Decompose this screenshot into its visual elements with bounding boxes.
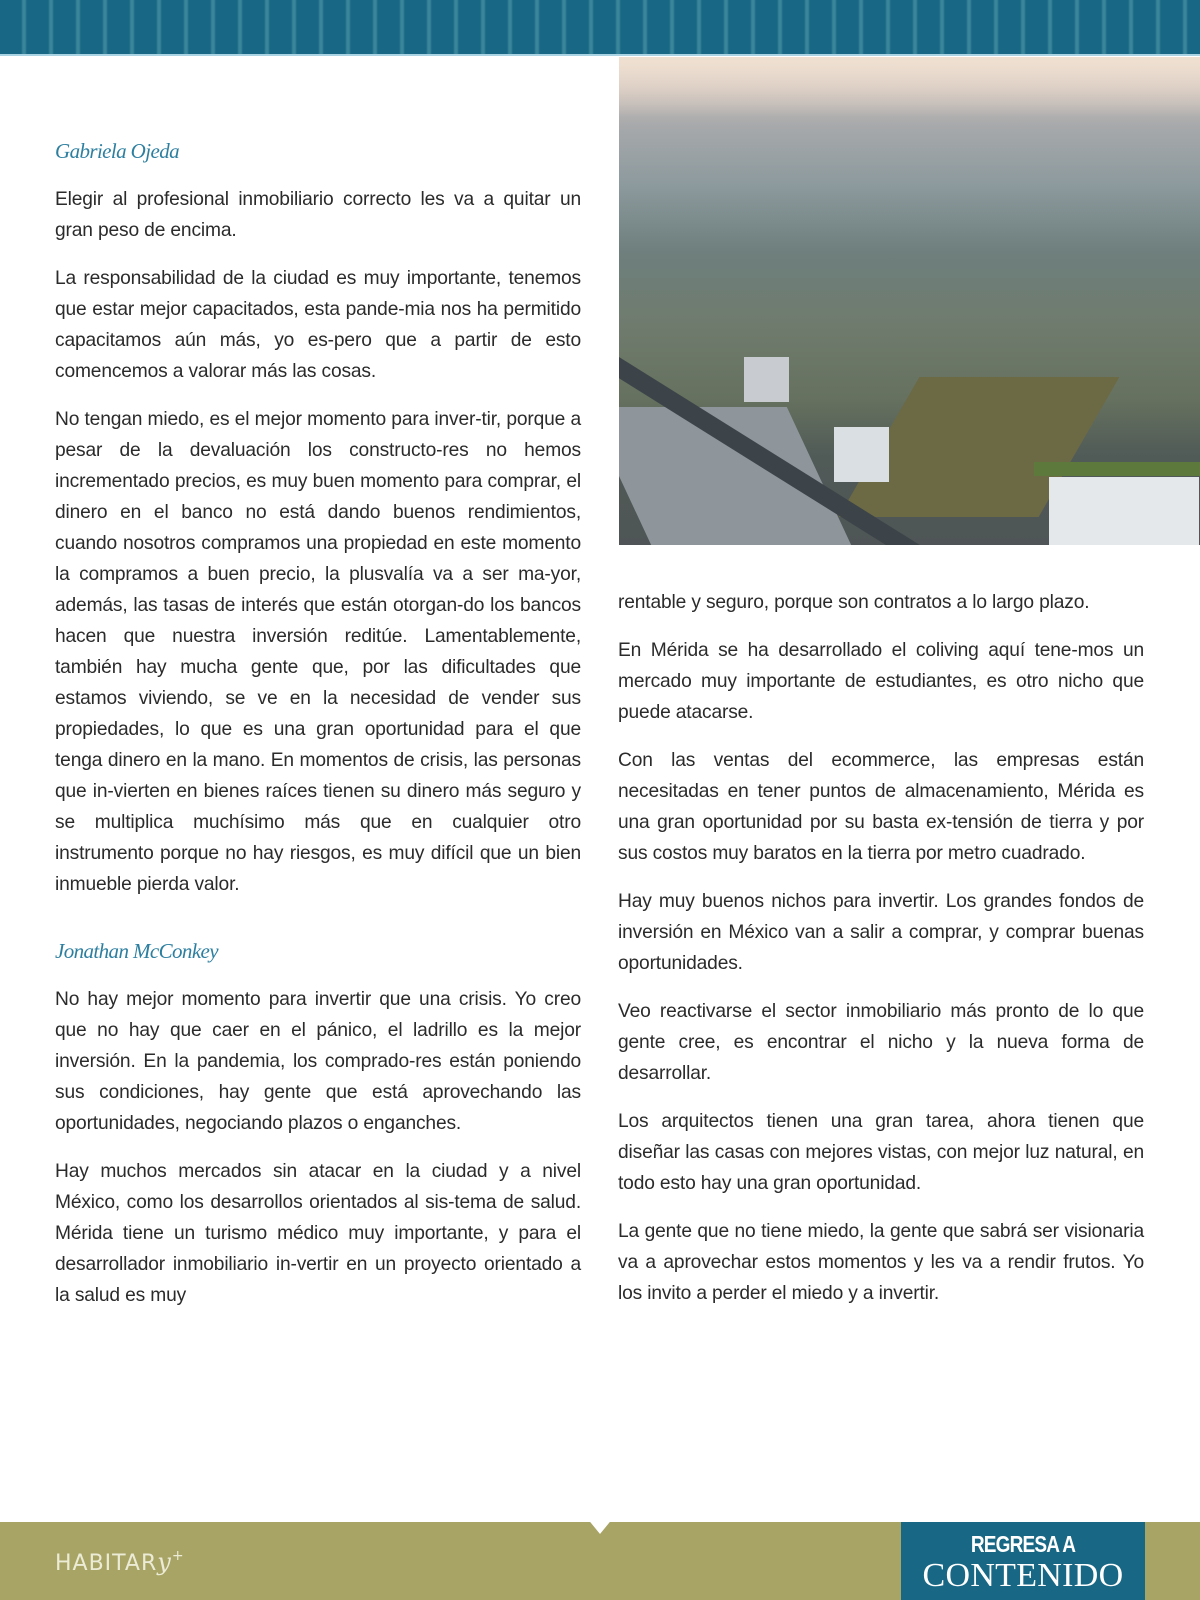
paragraph: En Mérida se ha desarrollado el coliving aquí tene-mos un mercado muy importante de estudiantes, es otro nicho que puede atacarse. [618, 640, 1144, 723]
logo-plus: + [171, 1548, 185, 1564]
paragraph: No tengan miedo, es el mejor momento para inver-tir, porque a pesar de la devaluación los constructo-res no hemos incrementado precios, es muy buen momento para comprar, el dinero en el banco no está dando buenos rendimientos, cuando nosotros compramos una propiedad en este momento la compramos a buen precio, la plusvalía va a ser ma-yor, además, las tasas de interés que están otorgan-do los bancos hacen que nuestra inversión reditúe. Lamentablemente, también hay mucha gente que, por las dificultades que estamos viviendo, se ve en la necesidad de vender sus propiedades, lo que es una gran oportunidad para el que tenga dinero en la mano. En momentos de crisis, las personas que in-vierten en bienes raíces tienen su dinero más seguro y se multiplica muchísimo más que en cualquier otro instrumento porque no hay riesgos, es muy difícil que un bien inmueble pierda valor. [55, 409, 581, 895]
author-name: Gabriela Ojeda [55, 139, 179, 163]
logo-script: y [157, 1548, 172, 1576]
paragraph: La gente que no tiene miedo, la gente que sabrá ser visionaria va a aprovechar estos momentos y les va a rendir frutos. Yo los invito a perder el miedo y a invertir. [618, 1221, 1144, 1304]
photo-warehouses [1049, 477, 1199, 545]
right-column [618, 587, 1144, 1326]
aerial-city-photo [619, 57, 1200, 545]
paragraph: Hay muy buenos nichos para invertir. Los grandes fondos de inversión en México van a salir a comprar, y comprar buenas oportunidades. [618, 891, 1144, 974]
photo-building [834, 427, 889, 482]
photo-parking-lot [619, 407, 851, 545]
paragraph: rentable y seguro, porque son contratos a lo largo plazo. [618, 592, 1090, 613]
photo-lawn [1034, 462, 1200, 476]
paragraph: Hay muchos mercados sin atacar en la ciudad y a nivel México, como los desarrollos orientados al sis-tema de salud. Mérida tiene un turismo médico muy importante, y para el desarrollador inmobiliario in-vertir en un proyecto orientado a la salud es muy [55, 1161, 581, 1306]
photo-building [744, 357, 789, 402]
author-name: Jonathan McConkey [55, 939, 218, 963]
paragraph: Veo reactivarse el sector inmobiliario más pronto de lo que gente cree, es encontrar el nicho y la nueva forma de desarrollar. [618, 1001, 1144, 1084]
paragraph: La responsabilidad de la ciudad es muy importante, tenemos que estar mejor capacitados, esta pande-mia nos ha permitido capacitamos aún más, yo es-pero que a partir de esto comencemos a valorar más las cosas. [55, 268, 581, 382]
habitar-logo [55, 1548, 185, 1576]
paragraph: Los arquitectos tienen una gran tarea, ahora tienen que diseñar las casas con mejores vistas, con mejor luz natural, en todo esto hay una gran oportunidad. [618, 1111, 1144, 1194]
back-to-contents-button[interactable] [901, 1522, 1145, 1600]
left-column [55, 130, 581, 1328]
paragraph: Con las ventas del ecommerce, las empresas están necesitadas en tener puntos de almacenamiento, Mérida es una gran oportunidad por su basta ex-tensión de tierra y por sus costos muy baratos en la tierra por metro cuadrado. [618, 750, 1144, 864]
paragraph: Elegir al profesional inmobiliario correcto les va a quitar un gran peso de encima. [55, 189, 581, 241]
paragraph: No hay mejor momento para invertir que una crisis. Yo creo que no hay que caer en el pánico, el ladrillo es la mejor inversión. En la pandemia, los comprado-res están poniendo sus condiciones, hay gente que está aprovechando las oportunidades, negociando plazos o enganches. [55, 989, 581, 1134]
photo-sky-haze [619, 57, 1200, 117]
header-bar [0, 0, 1200, 56]
logo-text: HABITAR [55, 1551, 158, 1576]
back-button-line2: CONTENIDO [922, 1557, 1124, 1594]
back-button-line1: REGRESA A [970, 1532, 1076, 1558]
